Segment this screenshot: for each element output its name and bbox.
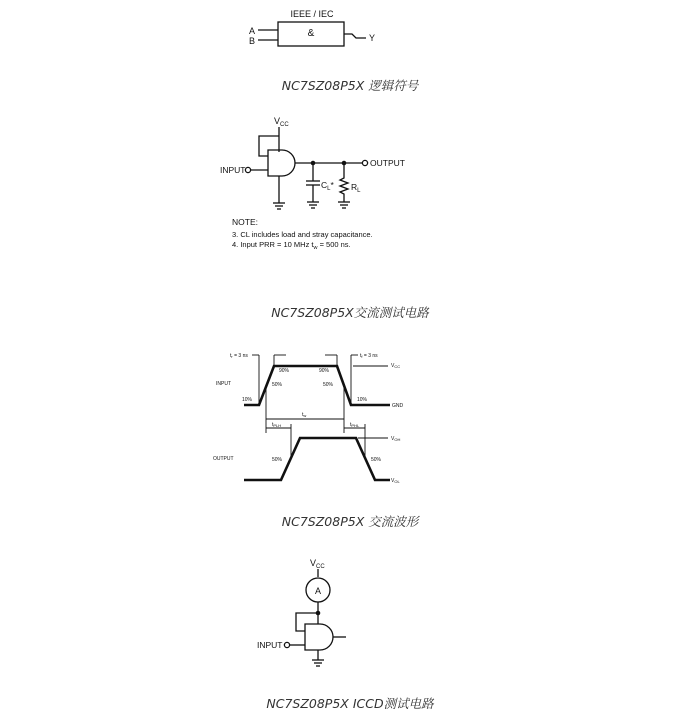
pct-90-left: 90%: [279, 368, 290, 374]
pct-50-out-left: 50%: [272, 457, 283, 463]
output-y-label: Y: [369, 33, 376, 43]
tplh-label: $t_{PLH}$: [272, 422, 282, 428]
output-y-wire: [344, 34, 366, 38]
ground-icon: [312, 660, 324, 666]
logic-symbol-caption: NC7SZ08P5X 逻辑符号: [281, 78, 419, 93]
ac-waveforms-caption: NC7SZ08P5X 交流波形: [281, 514, 419, 529]
iccd-test-circuit-diagram: [257, 558, 346, 666]
vcc-label: $V_{CC}$: [274, 116, 289, 128]
output-waveform: [244, 438, 390, 480]
note-4: 4. Input PRR = 10 MHz $t_w = 500$ ns.: [232, 240, 351, 251]
voh-label: $V_{OH}$: [391, 436, 401, 442]
pct-90-right: 90%: [319, 368, 330, 374]
and-gate-symbol: &: [307, 28, 315, 39]
vol-label: $V_{OL}$: [391, 478, 400, 484]
pct-10-right: 10%: [357, 397, 368, 403]
iccd-test-circuit-caption: NC7SZ08P5X ICCD测试电路: [266, 696, 434, 711]
logic-symbol-diagram: [249, 9, 375, 46]
pct-50-in-left: 50%: [272, 382, 283, 388]
ammeter-label: A: [314, 586, 322, 596]
output-terminal: [362, 160, 367, 165]
gnd-label: GND: [392, 403, 404, 409]
output-label: OUTPUT: [370, 158, 405, 168]
logic-standard-label: IEEE / IEC: [290, 9, 334, 19]
input-a-label: A: [249, 26, 256, 36]
vcc-label: $V_{CC}$: [310, 558, 325, 570]
pct-50-in-right: 50%: [323, 382, 334, 388]
input-label: INPUT: [257, 640, 283, 650]
input-terminal: [245, 167, 250, 172]
input-label: INPUT: [220, 165, 246, 175]
tf-label: $t_f = 3$ ns: [360, 353, 378, 359]
note-3: 3. CL includes load and stray capacitance.: [232, 230, 373, 239]
tw-label: $t_w$: [302, 412, 307, 418]
vcc-label: $V_{CC}$: [391, 363, 401, 369]
input-terminal: [284, 642, 289, 647]
ac-test-circuit-diagram: [220, 116, 405, 251]
resistor-icon: [338, 163, 350, 208]
pct-10-left: 10%: [242, 397, 253, 403]
pct-50-out-right: 50%: [371, 457, 382, 463]
tr-label: $t_r = 3$ ns: [230, 353, 248, 359]
vcc-tie-wire: [259, 136, 279, 156]
output-label: OUTPUT: [213, 456, 234, 462]
input-b-label: B: [249, 36, 256, 46]
and-gate: [305, 624, 333, 650]
capacitor-icon: [306, 163, 320, 208]
ac-waveforms-diagram: [213, 353, 404, 484]
cl-label: $C_L*$: [321, 180, 334, 192]
vcc-tie-wire: [296, 613, 318, 631]
tphl-label: $t_{PHL}$: [350, 422, 360, 428]
ground-icon: [273, 203, 285, 209]
and-gate: [268, 150, 295, 176]
rl-label: $R_L$: [351, 182, 361, 194]
input-label: INPUT: [216, 381, 231, 387]
note-title: NOTE:: [232, 217, 258, 227]
ac-test-circuit-caption: NC7SZ08P5X交流测试电路: [271, 305, 429, 320]
